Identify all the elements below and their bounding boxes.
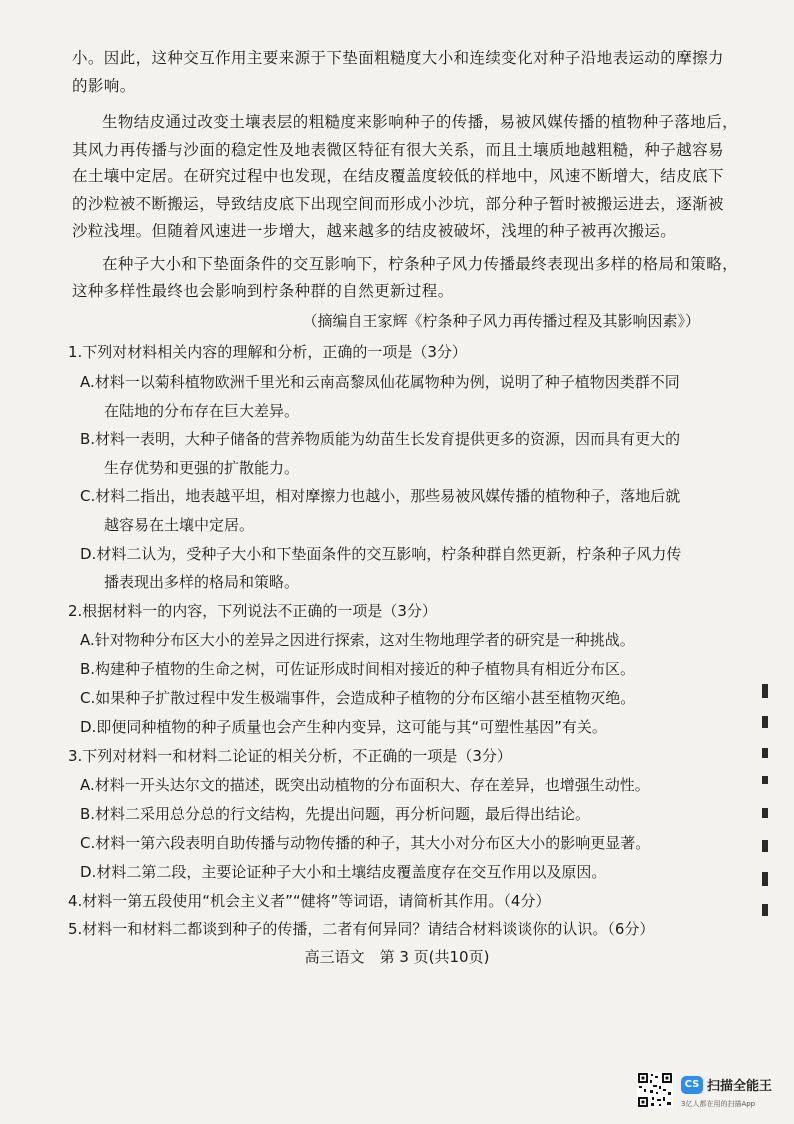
scan-margin-mark xyxy=(762,808,768,818)
question-2-option-b: B.构建种子植物的生命之树，可佐证形成时间相对接近的种子植物具有相近分布区。 xyxy=(80,660,636,678)
passage-source: （摘编自王家辉《柠条种子风力再传播过程及其影响因素》） xyxy=(302,312,700,330)
scan-margin-mark xyxy=(762,872,768,886)
passage-line: 的沙粒被不断搬运，导致结皮底下出现空间而形成小沙坑，部分种子暂时被搬运进去，逐渐被 xyxy=(72,195,724,213)
camscanner-logo-icon: CS xyxy=(681,1076,703,1094)
passage-line: 其风力再传播与沙面的稳定性及地表微区特征有很大关系，而且土壤质地越粗糙，种子越容易 xyxy=(72,141,724,159)
camscanner-name: 扫描全能王 xyxy=(707,1079,773,1094)
question-1-stem: 1.下列对材料相关内容的理解和分析，正确的一项是（3分） xyxy=(68,343,467,361)
scan-margin-mark xyxy=(762,684,768,698)
qr-code-icon xyxy=(637,1072,673,1108)
scan-margin-mark xyxy=(762,904,768,916)
question-1-option-d: D.材料二认为，受种子大小和下垫面条件的交互影响，柠条种群自然更新，柠条种子风力传 xyxy=(80,545,682,563)
question-3-option-b: B.材料二采用总分总的行文结构，先提出问题，再分析问题，最后得出结论。 xyxy=(80,805,591,823)
passage-line: 的影响。 xyxy=(72,77,136,95)
passage-line: 这种多样性最终也会影响到柠条种群的自然更新过程。 xyxy=(72,282,454,300)
passage-line: 在土壤中定居。在研究过程中也发现，在结皮覆盖度较低的样地中，风速不断增大，结皮底下 xyxy=(72,167,724,185)
passage-line: 小。因此，这种交互作用主要来源于下垫面粗糙度大小和连续变化对种子沿地表运动的摩擦力 xyxy=(72,49,724,67)
scan-margin-mark xyxy=(762,840,768,852)
question-5-stem: 5.材料一和材料二都谈到种子的传播，二者有何异同？请结合材料谈谈你的认识。（6分） xyxy=(68,920,655,938)
question-3-option-c: C.材料一第六段表明自助传播与动物传播的种子，其大小对分布区大小的影响更显著。 xyxy=(80,834,651,852)
question-1-option-d-cont: 播表现出多样的格局和策略。 xyxy=(104,573,300,591)
camscanner-subtitle: 3亿人都在用的扫描App xyxy=(681,1100,756,1108)
question-1-option-c-cont: 越容易在土壤中定居。 xyxy=(104,516,255,534)
question-2-option-a: A.针对物种分布区大小的差异之因进行探索，这对生物地理学者的研究是一种挑战。 xyxy=(80,631,635,649)
question-1-option-c: C.材料二指出，地表越平坦，相对摩擦力也越小，那些易被风媒传播的植物种子，落地后就 xyxy=(80,487,681,505)
question-3-stem: 3.下列对材料一和材料二论证的相关分析，不正确的一项是（3分） xyxy=(68,747,512,765)
question-3-option-a: A.材料一开头达尔文的描述，既突出动植物的分布面积大、存在差异，也增强生动性。 xyxy=(80,776,650,794)
passage-line: 沙粒浅埋。但随着风速进一步增大，越来越多的结皮被破坏，浅埋的种子被再次搬运。 xyxy=(72,222,677,240)
scan-margin-mark xyxy=(762,776,768,784)
question-2-stem: 2.根据材料一的内容，下列说法不正确的一项是（3分） xyxy=(68,602,437,620)
passage-line: 在种子大小和下垫面条件的交互影响下，柠条种子风力传播最终表现出多样的格局和策略， xyxy=(102,255,739,273)
scan-margin-mark xyxy=(762,748,768,758)
question-3-option-d: D.材料二第二段，主要论证种子大小和土壤结皮覆盖度存在交互作用以及原因。 xyxy=(80,863,607,881)
question-1-option-a: A.材料一以菊科植物欧洲千里光和云南高黎凤仙花属物种为例，说明了种子植物因类群不同 xyxy=(80,373,680,391)
page-footer: 高三语文 第 3 页(共10页) xyxy=(304,948,490,966)
question-2-option-d: D.即便同种植物的种子质量也会产生种内变异，这可能与其“可塑性基因”有关。 xyxy=(80,718,607,736)
question-1-option-b-cont: 生存优势和更强的扩散能力。 xyxy=(104,459,300,477)
question-2-option-c: C.如果种子扩散过程中发生极端事件，会造成种子植物的分布区缩小甚至植物灭绝。 xyxy=(80,689,636,707)
question-1-option-b: B.材料一表明，大种子储备的营养物质能为幼苗生长发育提供更多的资源，因而具有更大的 xyxy=(80,430,681,448)
question-1-option-a-cont: 在陆地的分布存在巨大差异。 xyxy=(104,402,300,420)
question-4-stem: 4.材料一第五段使用“机会主义者”“健将”等词语，请简析其作用。（4分） xyxy=(68,892,551,910)
passage-line: 生物结皮通过改变土壤表层的粗糙度来影响种子的传播，易被风媒传播的植物种子落地后， xyxy=(102,113,739,131)
scan-margin-mark xyxy=(762,716,768,728)
